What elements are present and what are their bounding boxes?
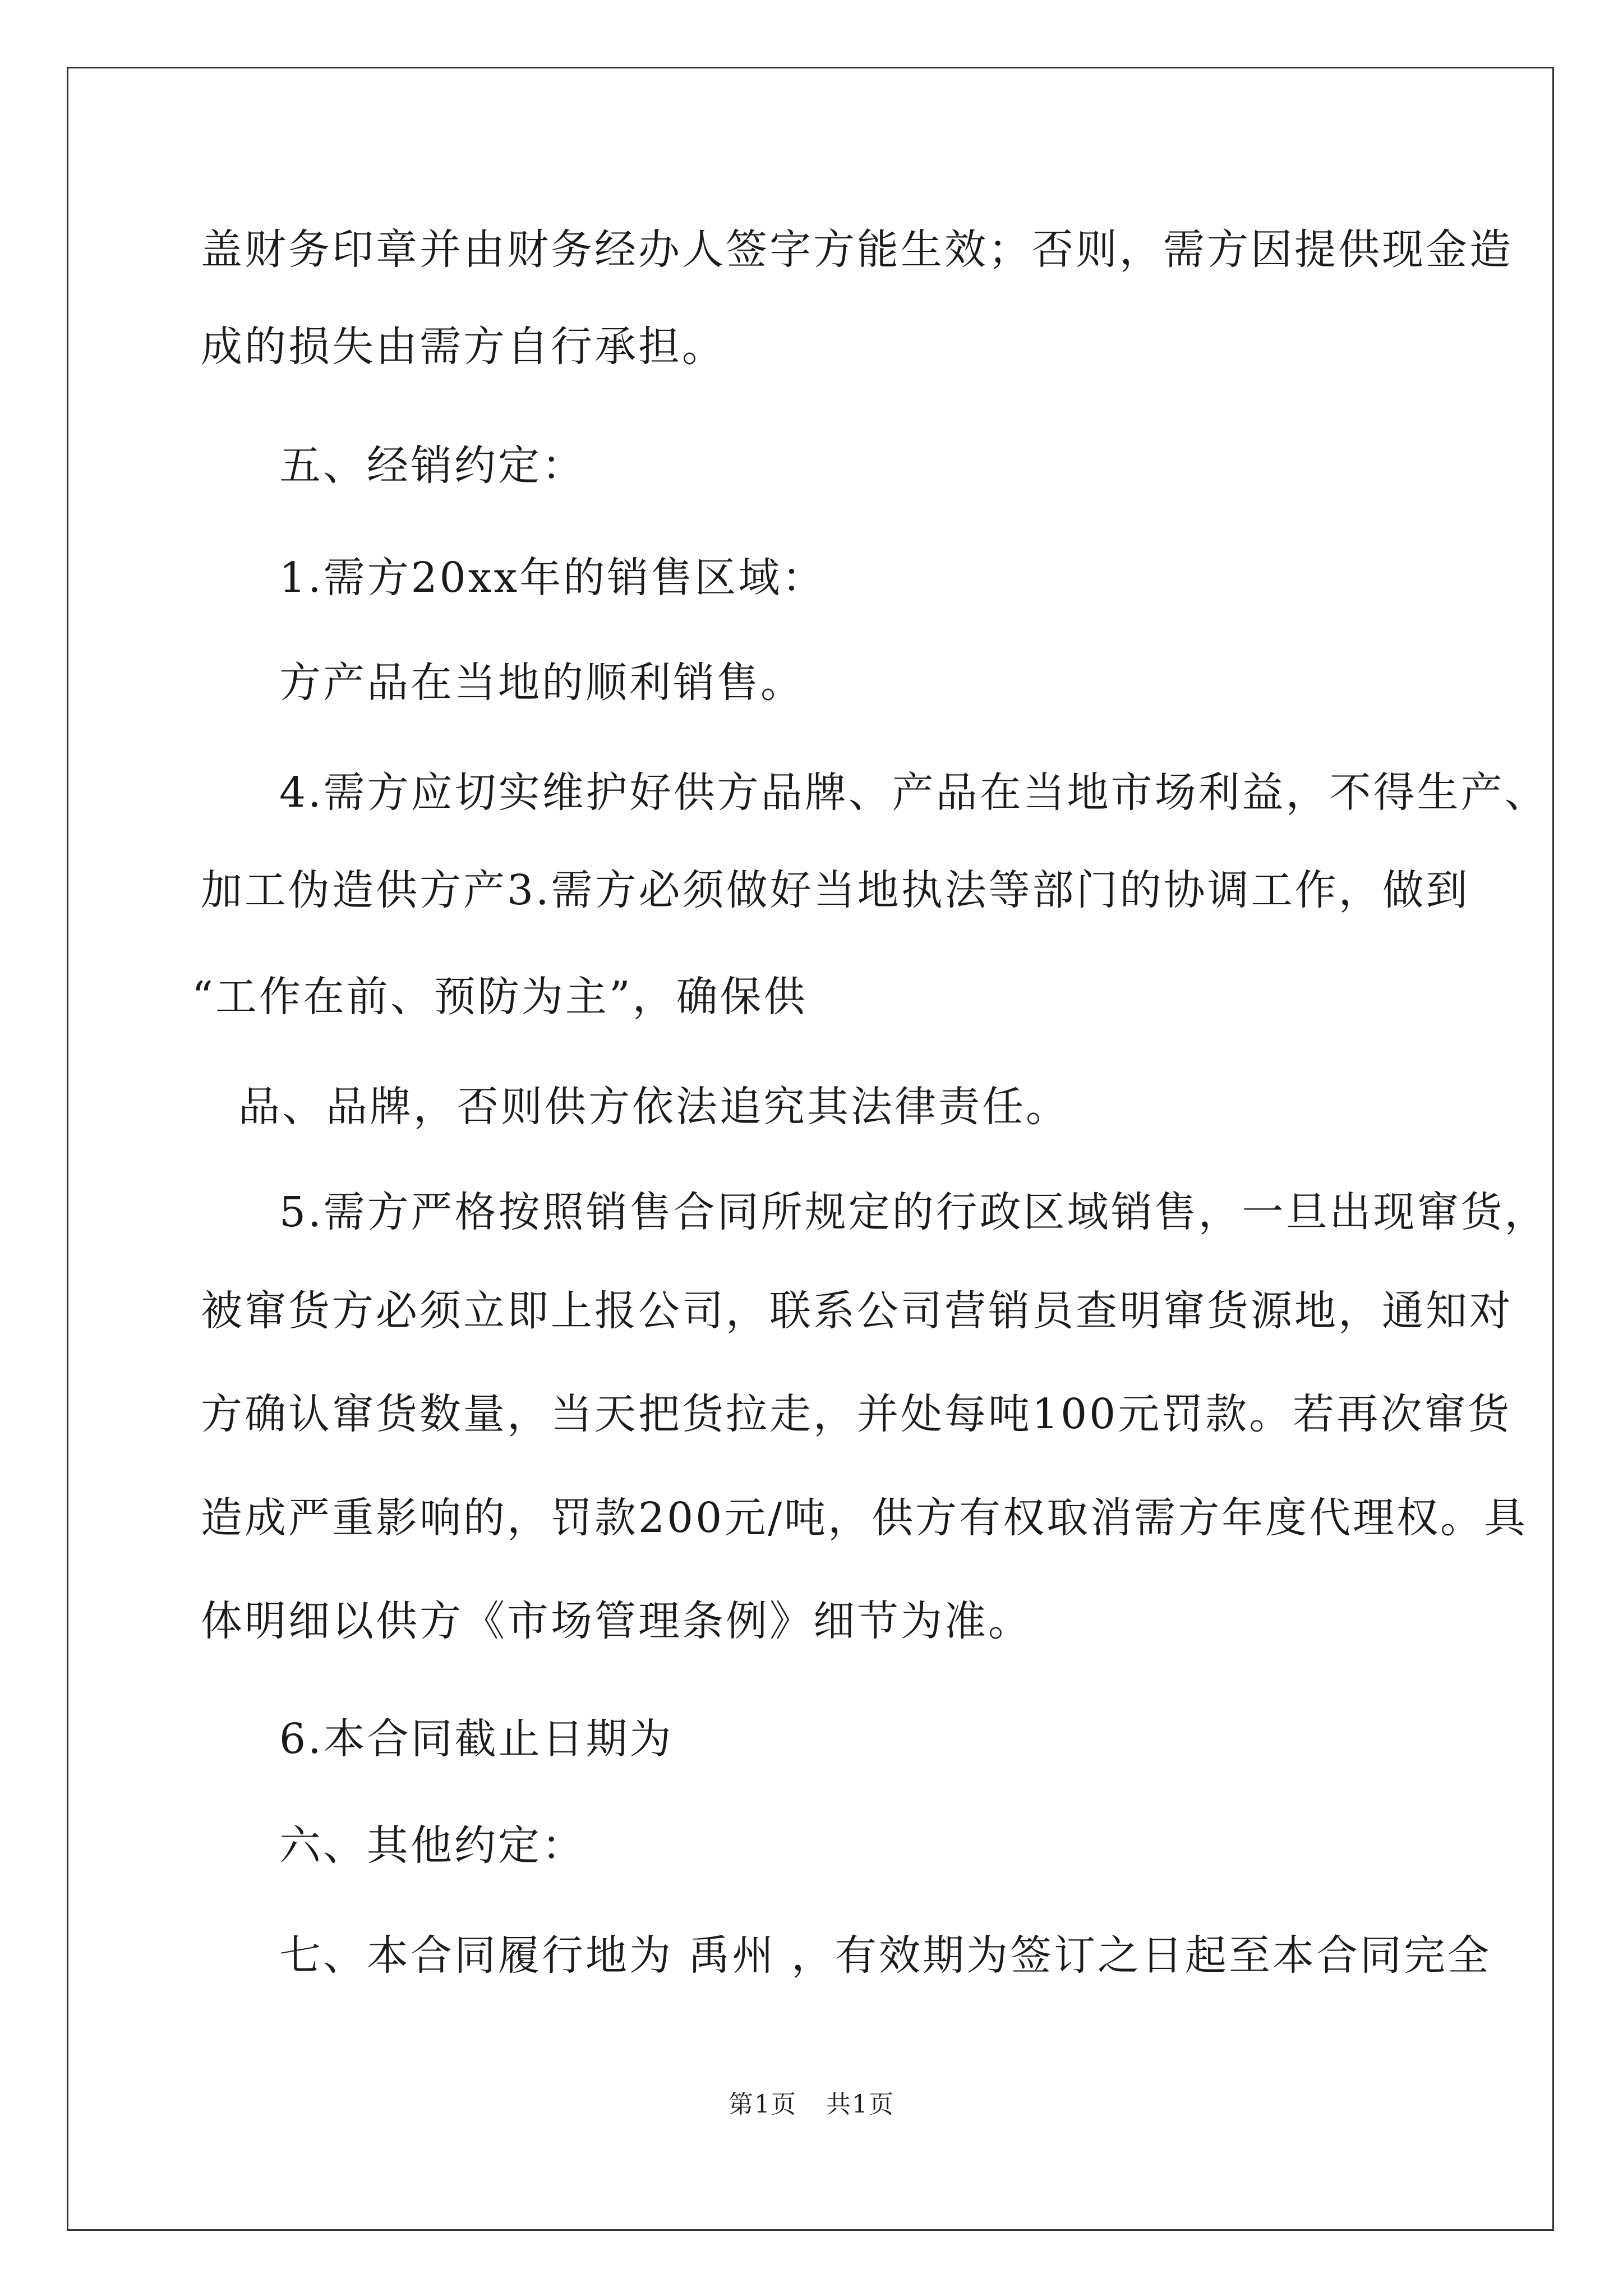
paragraph-line: 方产品在当地的顺利销售。 (279, 659, 804, 707)
paragraph-line: 造成严重影响的，罚款200元/吨，供方有权取消需方年度代理权。具 (201, 1494, 1528, 1542)
page-footer (0, 2088, 1623, 2122)
page-total: 共1页 (826, 2090, 895, 2119)
paragraph-line: 5.需方严格按照销售合同所规定的行政区域销售，一旦出现窜货， (279, 1188, 1548, 1236)
paragraph-line: 成的损失由需方自行承担。 (201, 323, 726, 371)
page-number: 第1页 (728, 2090, 797, 2119)
paragraph-line: 4.需方应切实维护好供方品牌、产品在当地市场利益，不得生产、 (279, 769, 1548, 817)
paragraph-line: 体明细以供方《市场管理条例》细节为准。 (201, 1597, 1032, 1645)
paragraph-line: 七、本合同履行地为 禹州 ，有效期为签订之日起至本合同完全 (279, 1931, 1492, 1980)
paragraph-line: 6.本合同截止日期为 (279, 1715, 674, 1763)
paragraph-line: “工作在前、预防为主”，确保供 (192, 973, 808, 1021)
paragraph-line: 盖财务印章并由财务经办人签字方能生效；否则，需方因提供现金造 (201, 226, 1513, 274)
section-heading: 六、其他约定： (279, 1821, 585, 1870)
paragraph-line: 方确认窜货数量，当天把货拉走，并处每吨100元罚款。若再次窜货 (201, 1390, 1512, 1438)
paragraph-line: 1.需方20xx年的销售区域： (279, 554, 826, 602)
section-heading: 五、经销约定： (279, 441, 585, 490)
paragraph-line: 加工伪造供方产3.需方必须做好当地执法等部门的协调工作，做到 (201, 866, 1470, 914)
paragraph-line: 品、品牌，否则供方依法追究其法律责任。 (238, 1083, 1069, 1131)
paragraph-line: 被窜货方必须立即上报公司，联系公司营销员查明窜货源地，通知对 (201, 1287, 1513, 1335)
page-border (67, 67, 1554, 2231)
